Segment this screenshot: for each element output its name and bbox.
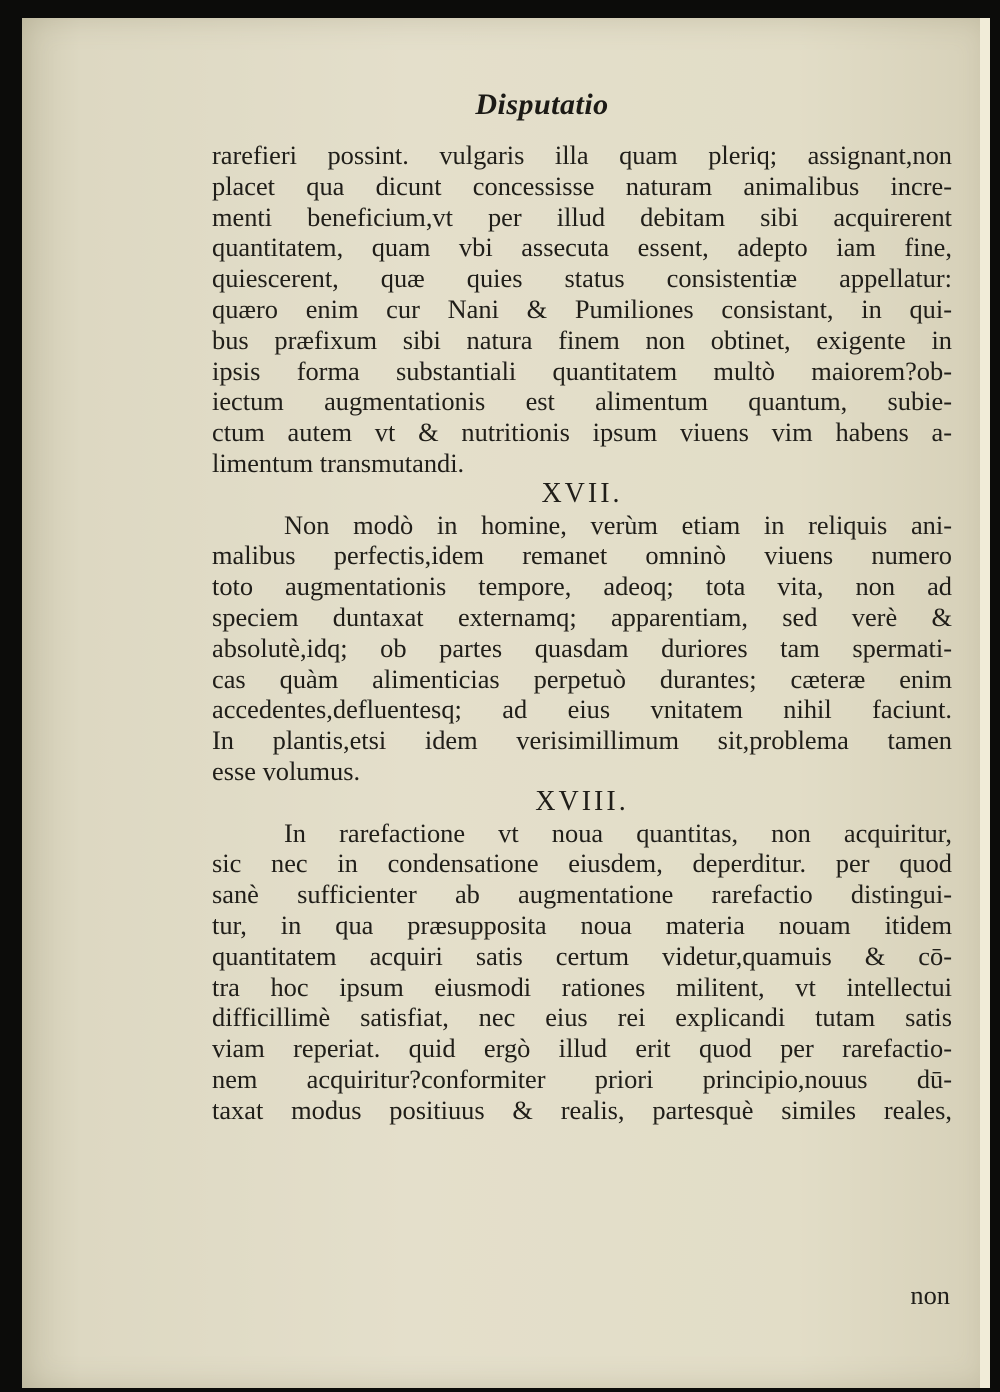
catchword: non: [910, 1280, 950, 1310]
text-line: tra hoc ipsum eiusmodi rationes militent, vt intellectui: [212, 971, 952, 1002]
text-line: menti beneficium,vt per illud debitam sibi acquirerent: [212, 201, 952, 232]
text-line: difficillimè satisfiat, nec eius rei explicandi tutam satis: [212, 1002, 952, 1033]
text-line: limentum transmutandi.: [212, 447, 465, 478]
text-line: malibus perfectis,idem remanet omninò viuens numero: [212, 540, 952, 571]
text-line: esse volumus.: [212, 755, 361, 786]
body-text: [212, 140, 952, 1126]
text-line: viam reperiat. quid ergò illud erit quod per rarefactio-: [212, 1033, 952, 1064]
text-line: quantitatem acquiri satis certum videtur,quamuis & cō-: [212, 940, 952, 971]
book-page: [22, 18, 990, 1388]
text-line: taxat modus positiuus & realis, partesquè similes reales,: [212, 1094, 952, 1125]
text-line: ipsis forma substantiali quantitatem multò maiorem?ob-: [212, 355, 952, 386]
text-line: speciem duntaxat externamq; apparentiam, sed verè &: [212, 601, 952, 632]
text-line: Non modò in homine, verùm etiam in reliquis ani-: [284, 509, 952, 540]
text-line: nem acquiritur?conformiter priori principio,nouus dū-: [212, 1063, 952, 1094]
text-line: tur, in qua præsupposita noua materia nouam itidem: [212, 909, 952, 940]
text-line: placet qua dicunt concessisse naturam animalibus incre-: [212, 170, 952, 201]
section-heading-xviii: XVIII.: [535, 785, 629, 817]
text-line: cas quàm alimenticias perpetuò durantes; cæteræ enim: [212, 663, 952, 694]
text-line: absolutè,idq; ob partes quasdam duriores tam spermati-: [212, 632, 952, 663]
text-line: toto augmentationis tempore, adeoq; tota vita, non ad: [212, 571, 952, 602]
text-line: ctum autem vt & nutritionis ipsum viuens vim habens a-: [212, 417, 952, 448]
text-line: bus præfixum sibi natura finem non obtinet, exigente in: [212, 324, 952, 355]
text-line: accedentes,defluentesq; ad eius vnitatem nihil faciunt.: [212, 694, 952, 725]
text-line: sic nec in condensatione eiusdem, deperditur. per quod: [212, 848, 952, 879]
section-heading-xvii: XVII.: [541, 477, 623, 509]
text-line: iectum augmentationis est alimentum quantum, subie-: [212, 386, 952, 417]
text-line: rarefieri possint. vulgaris illa quam pleriq; assignant,non: [212, 140, 952, 170]
text-line: quantitatem, quam vbi assecuta essent, adepto iam fine,: [212, 232, 952, 263]
running-head: Disputatio: [475, 88, 609, 121]
text-line: sanè sufficienter ab augmentatione rarefactio distingui-: [212, 879, 952, 910]
text-line: In rarefactione vt noua quantitas, non acquiritur,: [284, 817, 952, 848]
text-line: quiescerent, quæ quies status consistentiæ appellatur:: [212, 263, 952, 294]
text-line: In plantis,etsi idem verisimillimum sit,problema tamen: [212, 725, 952, 756]
text-line: quæro enim cur Nani & Pumiliones consistant, in qui-: [212, 293, 952, 324]
